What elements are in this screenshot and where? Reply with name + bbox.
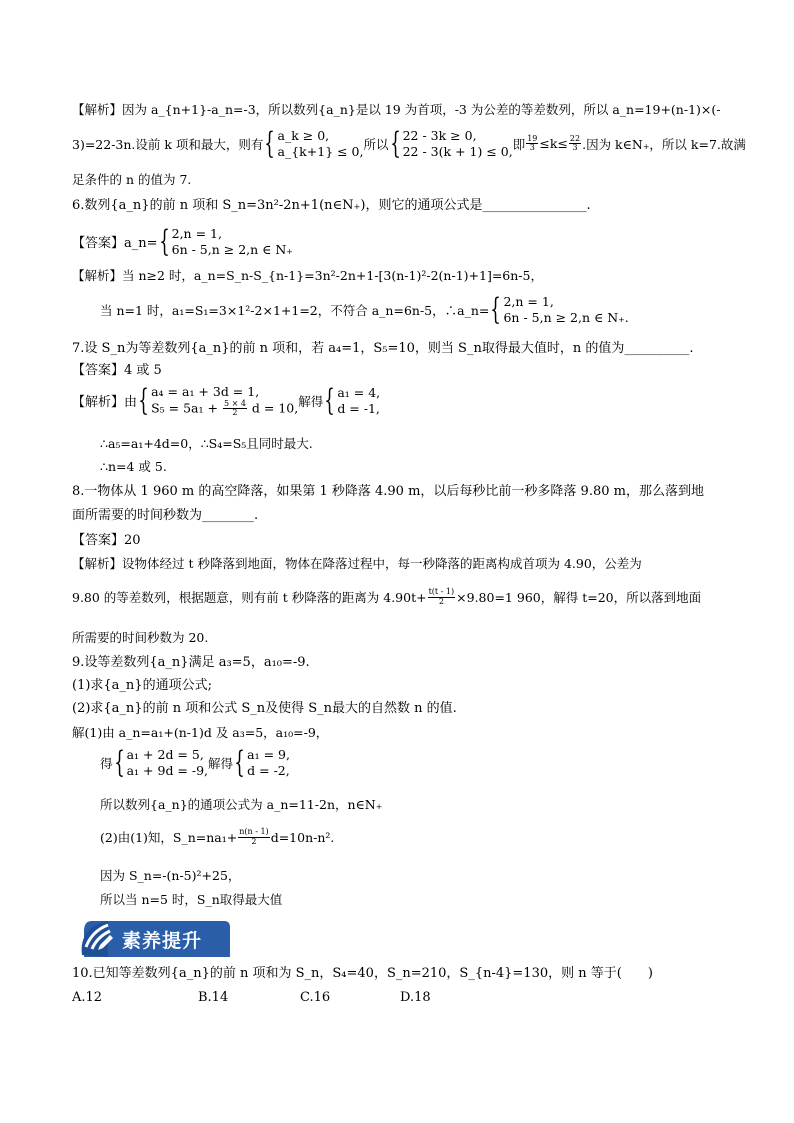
p5-analysis-line2 <box>72 125 746 161</box>
p5-analysis-line1: 【解析】因为 a_{n+1}-a_n=-3，所以数列{a_n}是以 19 为首项，-3 为公差的等差数列，所以 a_n=19+(n-1)×(- <box>72 102 721 117</box>
q6-answer <box>72 223 293 259</box>
left-brace: { <box>324 382 336 418</box>
text: 得 <box>100 755 113 771</box>
fraction <box>428 588 456 606</box>
section-banner <box>78 917 234 957</box>
text: ×9.80=1 960，解得 t=20，所以落到地面 <box>456 590 702 605</box>
q6-analysis: 【解析】当 n≥2 时，a_n=S_n-S_{n-1}=3n²-2n+1-[3(n-1)²-2(n-1)+1]=6n-5， <box>72 268 543 283</box>
option-a[interactable]: A.12 <box>72 990 103 1005</box>
text: 所以 <box>363 136 389 152</box>
q8-analysis-line3: 所需要的时间秒数为 20. <box>72 630 209 645</box>
case-row: 2,n = 1, <box>171 226 222 241</box>
q9-solution-line6: 所以当 n=5 时，S_n取得最大值 <box>100 892 283 907</box>
numerator: 22 <box>569 133 581 143</box>
q9-solution-line2 <box>100 744 290 780</box>
text: (2)由(1)知，S_n=na₁+ <box>100 830 238 845</box>
fraction <box>569 135 581 153</box>
left-brace: { <box>113 744 125 780</box>
left-brace: { <box>490 291 502 327</box>
denominator: 2 <box>251 836 257 846</box>
q9-solution-line4 <box>100 828 334 846</box>
q7-analysis-line4: ∴n=4 或 5. <box>100 459 167 474</box>
case-row: a₁ + 9d = -9, <box>126 762 209 778</box>
cases <box>127 747 208 778</box>
numerator: 5 × 4 <box>223 398 246 408</box>
left-brace: { <box>158 223 170 259</box>
numerator: n(n - 1) <box>239 827 269 837</box>
case-row: 22 - 3(k + 1) ≤ 0, <box>402 143 513 159</box>
text: 3)=22-3n.设前 k 项和最大，则有 <box>72 136 264 152</box>
text: .因为 k∈N₊，所以 k=7.故满 <box>582 136 746 152</box>
pencil-book-icon <box>82 921 116 955</box>
fraction <box>223 400 247 418</box>
text: 9.80 的等差数列，根据题意，则有前 t 秒降落的距离为 4.90t+ <box>72 590 427 605</box>
cases <box>503 294 628 325</box>
left-brace: { <box>138 382 149 418</box>
option-c[interactable]: C.16 <box>300 990 331 1005</box>
banner-label: 素养提升 <box>122 930 203 952</box>
p5-analysis-line3: 足条件的 n 的值为 7. <box>72 172 192 187</box>
case-row: 6n - 5,n ≥ 2,n ∈ N₊ <box>171 241 293 257</box>
q7-question: 7.设 S_n为等差数列{a_n}的前 n 项和，若 a₄=1，S₅=10，则当 S_n取得最大值时，n 的值为__________. <box>72 341 694 356</box>
denominator: 3 <box>572 143 578 153</box>
denominator: 3 <box>529 143 535 153</box>
case-row: a_{k+1} ≤ 0, <box>277 143 364 159</box>
cases-2 <box>403 128 513 159</box>
q8-question-line2: 面所需要的时间秒数为________. <box>72 508 259 523</box>
q9-question: 9.设等差数列{a_n}满足 a₃=5，a₁₀=-9. <box>72 655 310 670</box>
text: 解得 <box>298 393 324 409</box>
q8-analysis-line2 <box>72 588 701 606</box>
case-row: a₄ = a₁ + 3d = 1, <box>151 384 260 399</box>
text: 【解析】由 <box>72 395 138 411</box>
case-row: d = -2, <box>247 762 290 778</box>
text: d=10n-n². <box>270 829 335 845</box>
case-row: a₁ = 4, <box>337 385 381 401</box>
text: ≤k≤ <box>539 136 568 152</box>
case-row: a₁ = 9, <box>247 747 290 762</box>
option-d[interactable]: D.18 <box>400 990 431 1005</box>
denominator: 2 <box>438 596 444 606</box>
text: d = 10, <box>251 400 299 416</box>
left-brace: { <box>234 744 245 780</box>
q6-question: 6.数列{a_n}的前 n 项和 S_n=3n²-2n+1(n∈N₊)，则它的通项公式是________________. <box>72 198 591 213</box>
case-row: a₁ + 2d = 5, <box>126 747 204 762</box>
cases <box>172 226 293 257</box>
text: 即 <box>512 136 526 152</box>
numerator: t(t - 1) <box>428 587 455 597</box>
case-row: 6n - 5,n ≥ 2,n ∈ N₊. <box>503 309 629 325</box>
fraction <box>238 828 269 846</box>
q9-solution-line1: 解(1)由 a_n=a₁+(n-1)d 及 a₃=5，a₁₀=-9， <box>72 725 329 740</box>
text: 当 n=1 时，a₁=S₁=3×1²-2×1+1=2，不符合 a_n=6n-5，∴a_n= <box>100 302 490 318</box>
left-brace: { <box>264 125 276 161</box>
cases <box>247 747 290 778</box>
q8-analysis-line1: 【解析】设物体经过 t 秒降落到地面，物体在降落过程中，每一秒降落的距离构成首项为 4.90，公差为 <box>72 556 642 571</box>
answer-label: 【答案】a_n= <box>72 236 158 252</box>
text: 解得 <box>208 755 234 771</box>
cases <box>337 385 380 416</box>
case-row: d = -1, <box>337 400 380 416</box>
case-row: a_k ≥ 0, <box>277 128 330 143</box>
denominator: 2 <box>232 408 238 418</box>
q7-analysis-line3: ∴a₅=a₁+4d=0，∴S₄=S₅且同时最大. <box>100 436 313 451</box>
q8-answer: 【答案】20 <box>72 533 141 548</box>
numerator: 19 <box>527 133 538 143</box>
fraction <box>526 135 538 153</box>
q9-solution-line3: 所以数列{a_n}的通项公式为 a_n=11-2n，n∈N₊ <box>100 797 383 812</box>
text: S₅ = 5a₁ + <box>151 400 218 416</box>
q9-part1: (1)求{a_n}的通项公式; <box>72 678 212 693</box>
case-row: 22 - 3k ≥ 0, <box>402 128 477 143</box>
left-brace: { <box>389 125 401 161</box>
case-row <box>151 400 298 418</box>
q7-answer: 【答案】4 或 5 <box>72 363 162 378</box>
q9-solution-line5: 因为 S_n=-(n-5)²+25， <box>100 868 241 883</box>
q10-question: 10.已知等差数列{a_n}的前 n 项和为 S_n，S₄=40，S_n=210，S_{n-4}=130，则 n 等于( ) <box>72 966 653 981</box>
q8-question-line1: 8.一物体从 1 960 m 的高空降落，如果第 1 秒降落 4.90 m，以后每秒比前一秒多降落 9.80 m，那么落到地 <box>72 484 704 499</box>
q6-analysis2 <box>100 291 629 327</box>
cases <box>151 384 298 417</box>
option-b[interactable]: B.14 <box>198 990 229 1005</box>
cases-1 <box>278 128 364 159</box>
q7-analysis <box>72 384 380 417</box>
case-row: 2,n = 1, <box>503 294 554 309</box>
q9-part2: (2)求{a_n}的前 n 项和公式 S_n及使得 S_n最大的自然数 n 的值. <box>72 701 457 716</box>
